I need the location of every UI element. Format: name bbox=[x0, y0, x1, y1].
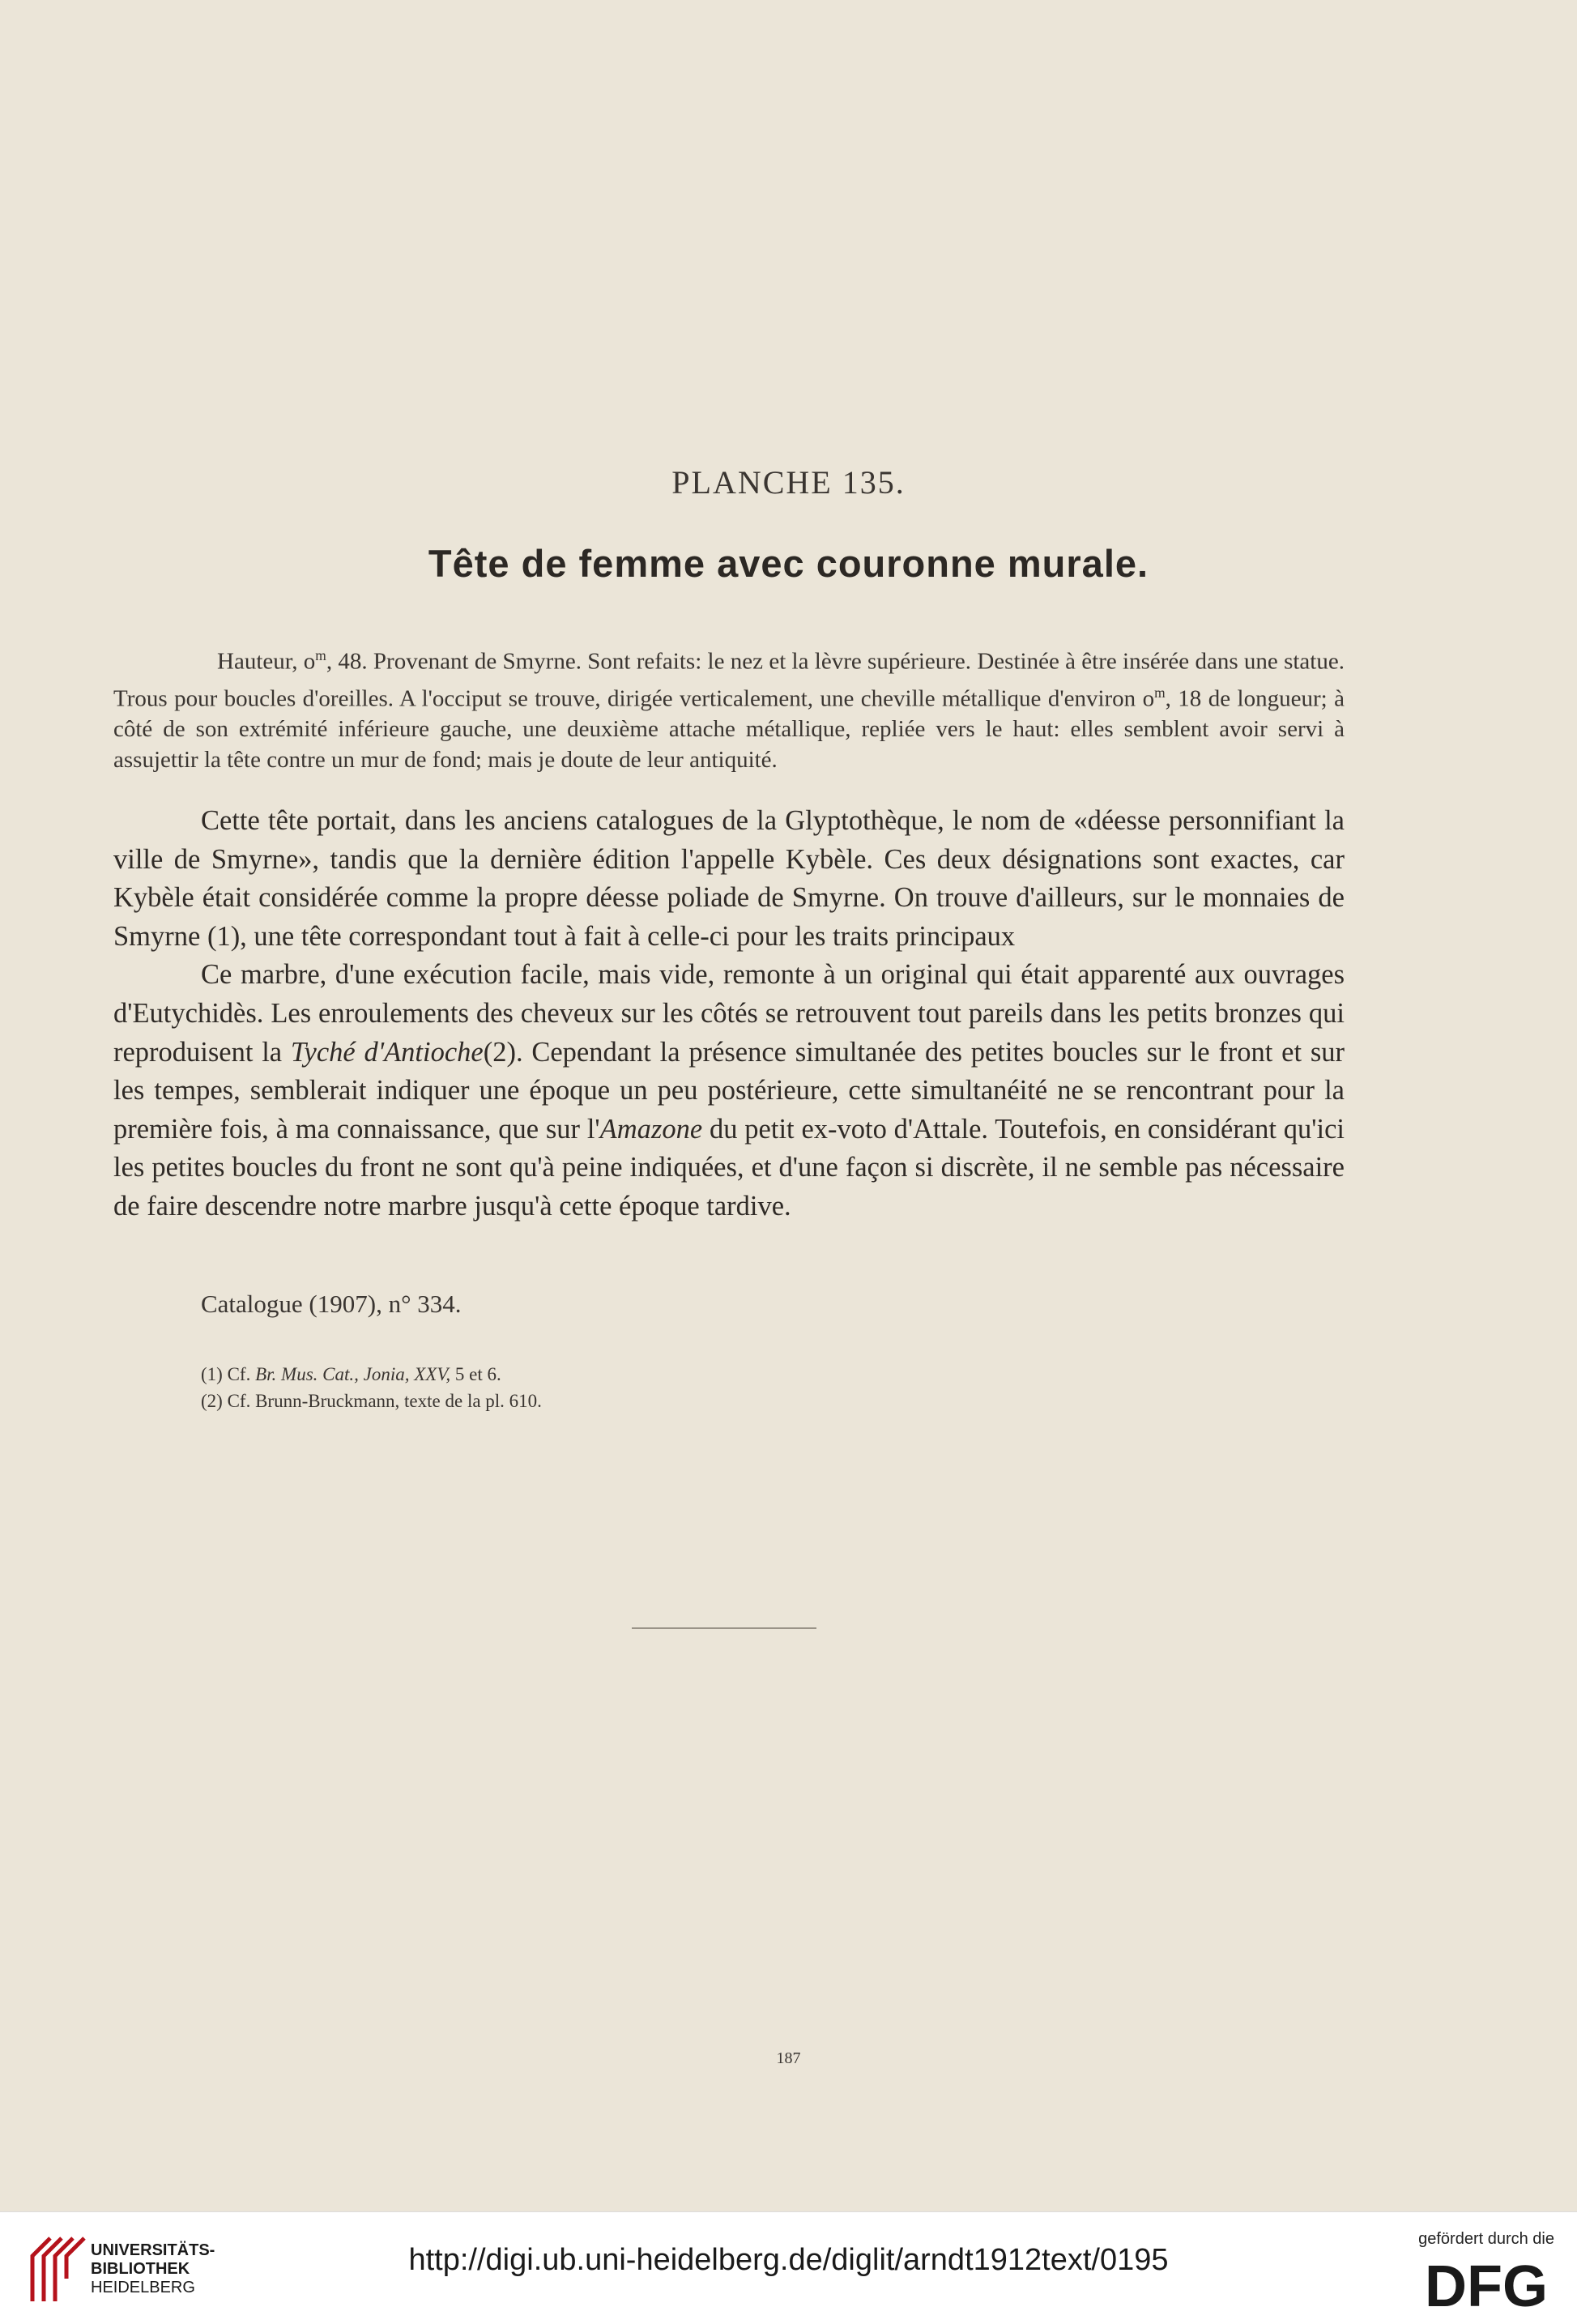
footnotes bbox=[201, 1361, 542, 1414]
library-line-2: BIBLIOTHEK bbox=[91, 2260, 190, 2278]
para2-text-a: Ce marbre, d'une exécution facile, mais vide, remonte à un original qui était apparenté aux ouvrages d'Eutychidès. Les enroulements des cheveux sur les côtés se retrouvent tout pareils dans les petits bronzes qui reproduisent la bbox=[113, 959, 1345, 1068]
footnote-1-text-a: (1) Cf. bbox=[201, 1364, 256, 1384]
library-line-3: HEIDELBERG bbox=[91, 2279, 195, 2296]
footnote-1 bbox=[201, 1361, 542, 1388]
library-line-1: UNIVERSITÄTS- bbox=[91, 2241, 215, 2259]
plate-label: PLANCHE 135. bbox=[671, 464, 906, 501]
page-number: 187 bbox=[776, 2049, 801, 2067]
desc-text-1: Hauteur, o bbox=[217, 648, 316, 675]
para2-text-c: du petit ex-voto d'Attale. Toutefois, en considérant qu'ici les petites boucles du front ne sont qu'à peine indiquées, et d'une façon si discrète, il ne semble pas nécessaire de faire descendre notre marbre jusqu'à cette époque tardive. bbox=[113, 1113, 1345, 1222]
para2-italic-tyche: Tyché d'Antioche bbox=[290, 1036, 484, 1068]
catalogue-reference: Catalogue (1907), n° 334. bbox=[201, 1290, 462, 1318]
para1-text: Cette tête portait, dans les anciens catalogues de la Glyptothèque, le nom de «déesse personnifiant la ville de Smyrne», tandis que la dernière édition l'appelle Kybèle. Ces deux désignations sont exactes, car Kybèle était considérée comme la propre déesse poliade de Smyrne. On trouve d'ailleurs, sur le monnaies de Smyrne (1), une tête correspondant tout à fait à celle-ci pour les traits principaux bbox=[113, 805, 1345, 952]
funded-by-label: gefördert durch die bbox=[1418, 2230, 1554, 2248]
footnote-1-italic: Br. Mus. Cat., Jonia, XXV, bbox=[255, 1364, 451, 1384]
footnote-2: (2) Cf. Brunn-Bruckmann, texte de la pl. 610. bbox=[201, 1391, 542, 1411]
desc-sup-2: m bbox=[1154, 684, 1166, 701]
paragraph-1 bbox=[113, 802, 1345, 956]
para2-italic-amazone: Amazone bbox=[599, 1113, 703, 1145]
source-url-link[interactable]: http://digi.ub.uni-heidelberg.de/diglit/arndt1912text/0195 bbox=[408, 2243, 1169, 2277]
desc-sup-1: m bbox=[315, 647, 326, 663]
divider-rule bbox=[632, 1627, 816, 1629]
dfg-logo-text: DFG bbox=[1425, 2256, 1548, 2313]
desc-text-2: , 48. Provenant de Smyrne. Sont refaits: le nez et la lèvre supérieure. Destinée à être insérée dans une statue. Trous pour boucles d'oreilles. A l'occiput se trouve, dirigée verticalement, une cheville métallique d'environ o bbox=[113, 648, 1345, 712]
plate-title: Tête de femme avec couronne murale. bbox=[428, 542, 1149, 585]
dfg-logo-icon[interactable] bbox=[1425, 2256, 1556, 2313]
paragraph-2 bbox=[113, 956, 1345, 1226]
object-description bbox=[113, 640, 1345, 775]
footnote-1-text-b: 5 et 6. bbox=[450, 1364, 501, 1384]
body-text bbox=[113, 802, 1345, 1226]
footer-bar bbox=[0, 2211, 1577, 2324]
para2-text-b: (2). Cependant la présence simultanée des petites boucles sur le front et sur les tempes, semblerait indiquer une époque un peu postérieure, cette simultanéité ne se rencontrant pour la première fois, à ma connaissance, que sur l' bbox=[113, 1036, 1345, 1145]
desc-text-3: , 18 de longueur; à côté de son extrémité inférieure gauche, une deuxième attache métallique, repliée vers le haut: elles semblent avoir servi à assujettir la tête contre un mur de fond; mais je doute de leur antiquité. bbox=[113, 685, 1345, 774]
